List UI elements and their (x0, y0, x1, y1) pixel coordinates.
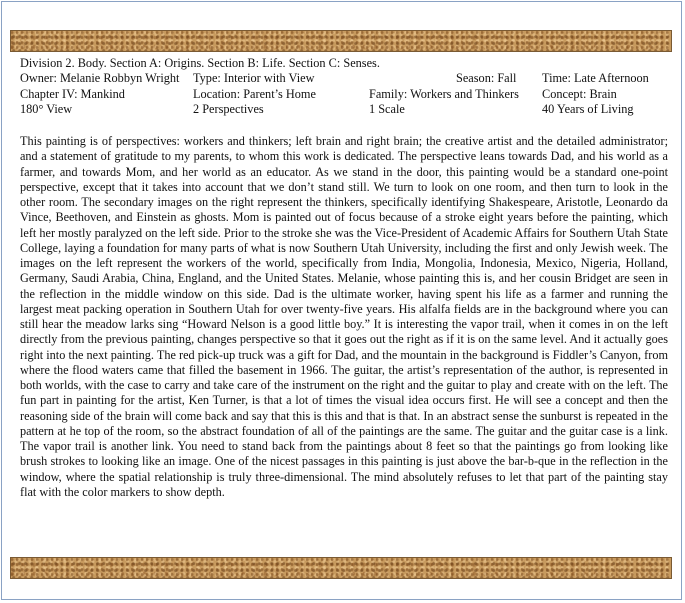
cork-border-bottom (10, 557, 672, 579)
perspectives-field: 2 Perspectives (193, 101, 264, 116)
document-content (20, 56, 668, 512)
cork-border-top (10, 30, 672, 52)
season-field: Season: Fall (456, 71, 517, 86)
years-field: 40 Years of Living (542, 101, 634, 116)
info-row-3 (20, 102, 668, 117)
scale-field: 1 Scale (369, 101, 405, 116)
division-header: Division 2. Body. Section A: Origins. Section B: Life. Section C: Senses. (20, 56, 380, 70)
family-field: Family: Workers and Thinkers (369, 86, 519, 101)
location-field: Location: Parent’s Home (193, 86, 316, 101)
view-field: 180° View (20, 101, 73, 116)
time-field: Time: Late Afternoon (542, 71, 649, 86)
owner-field: Owner: Melanie Robbyn Wright (20, 71, 180, 86)
concept-field: Concept: Brain (542, 86, 617, 101)
info-row-1 (20, 71, 668, 86)
chapter-field: Chapter IV: Mankind (20, 86, 125, 101)
document-page (1, 1, 682, 600)
type-field: Type: Interior with View (193, 71, 315, 86)
info-row-2 (20, 87, 668, 102)
description-paragraph: This painting is of perspectives: workers and thinkers; left brain and right brain; the creative artist and the detailed administrator; and a statement of gratitude to my parents, to whom this work is dedicated. The perspective leans towards Dad, and his world as a farmer, and towards Mom, and her world as an educator. As we stand in the door, this painting would be a standard one-point perspective, except that it takes into account that we don’t stand still. We turn to look on one room, and then turn to look in the other room. The secondary images on the right represent the thinkers, specifically identifying Shakespeare, Aristotle, Leonardo da Vince, Beethoven, and Einstein as ghosts. Mom is painted out of focus because of a stroke eight years before the painting, which left her mostly paralyzed on the left side. Prior to the stroke she was the Vice-President of Academic Affairs for Southern Utah State College, laying a foundation for many parts of what is now Southern Utah University, including the first and only Jewish week. The images on the left represent the workers of the world, specifically from India, Mongolia, Indonesia, Mexico, Nigeria, Holland, Germany, Saudi Arabia, China, England, and the United States. Melanie, whose painting this is, and her cousin Bridget are seen in the reflection in the middle window on this side. Dad is the ultimate worker, having spent his life as a farmer and running the largest meat packing operation in Southern Utah for over twenty-five years. His alfalfa fields are in the background where you can still hear the meadow larks sing “Howard Nelson is a good little boy.” It is interesting the vapor trail, when it comes in on the left directly from the previous painting, changes perspective so that it goes out the right as if it is on the same level. And it actually goes right into the next painting. The red pick-up truck was a gift for Dad, and the mountain in the background is Fiddler’s Canyon, from where the flood waters came that filled the basement in 1966. The guitar, the artist’s representation of the author, is represented in both worlds, with the case to carry and take care of the instrument on the right and the guitar to play and create with on the left. The fun part in painting for the artist, Ken Turner, is that a lot of times the visual idea occurs first. He will see a concept and then the reasoning side of the brain will come back and say that this is this and that is that. In an abstract sense the sunburst is repeated in the pattern at he top of the room, so the abstract foundation of all of the paintings are the same. The guitar and the guitar case is a link. The vapor trail is another link. You need to stand back from the paintings about 8 feet so that the paintings go from looking like brush strokes to looking like an image. One of the nicest passages in this painting is just above the bar-b-que in the reflection in the window, where the spatial relationship is truly three-dimensional. The mind absolutely refuses to let that part of the painting stay flat with the color markers to show depth. (20, 134, 668, 499)
